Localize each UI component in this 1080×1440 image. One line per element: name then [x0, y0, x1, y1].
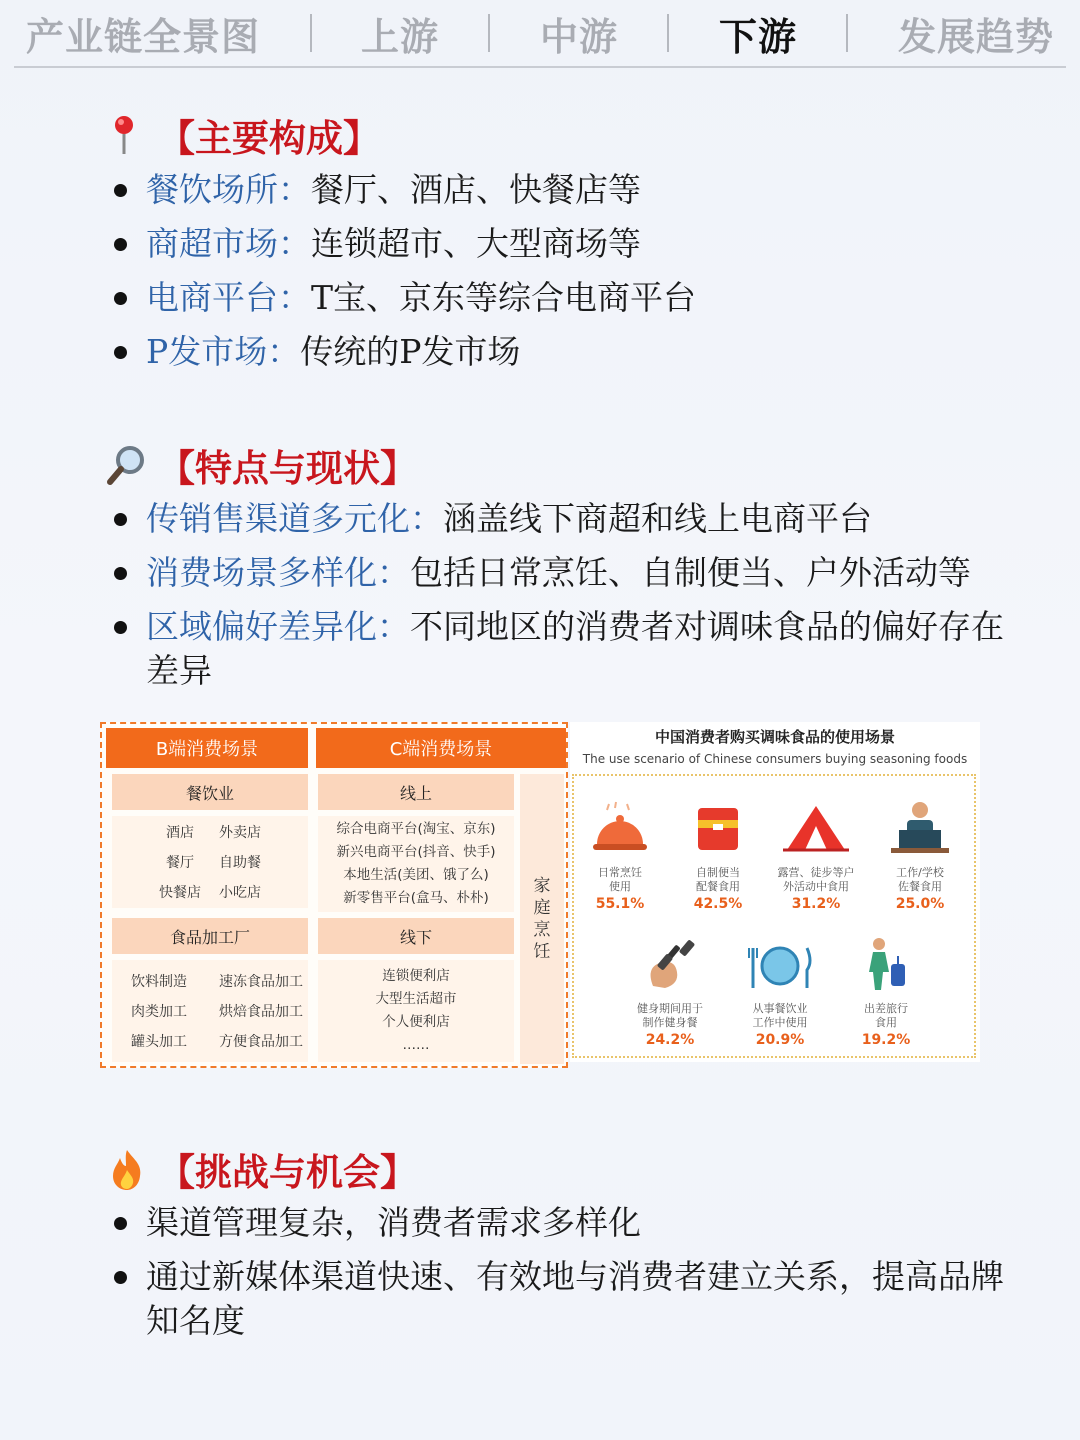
tab-downstream[interactable]: 下游	[718, 13, 797, 59]
usage-scenario-panel	[570, 722, 980, 1062]
usage-item: 工作/学校 佐餐食用 25.0%	[870, 800, 970, 912]
c-section-title: 线上	[318, 774, 514, 810]
consumption-infographic	[100, 722, 980, 1070]
home-cooking-char: 家	[533, 876, 551, 896]
b-section-title: 食品加工厂	[112, 918, 308, 954]
list-item: 通过新媒体渠道快速、有效地与消费者建立关系，提高品牌知名度	[110, 1255, 1010, 1343]
list-item: 渠道管理复杂，消费者需求多样化	[110, 1201, 1010, 1245]
tab-trends[interactable]: 发展趋势	[897, 13, 1054, 59]
traveler-icon	[851, 936, 921, 998]
worker-laptop-icon	[885, 800, 955, 862]
c-section-title: 线下	[318, 918, 514, 954]
c-side-header: C端消费场景	[316, 728, 566, 768]
features-list	[110, 497, 1010, 703]
list-item: P发市场：传统的P发市场	[110, 330, 1010, 374]
fire-icon	[104, 1146, 150, 1192]
challenges-title: 【挑战与机会】	[158, 1150, 417, 1194]
b-section-title: 餐饮业	[112, 774, 308, 810]
list-item: 传销售渠道多元化：涵盖线下商超和线上电商平台	[110, 497, 1010, 541]
b-side-header: B端消费场景	[106, 728, 308, 768]
challenges-heading	[104, 1142, 417, 1196]
tab-divider	[846, 14, 848, 52]
usage-item: 日常烹饪 使用 55.1%	[570, 800, 670, 912]
composition-title: 【主要构成】	[158, 116, 380, 160]
tab-divider	[667, 14, 669, 52]
pushpin-icon	[104, 112, 150, 158]
list-item: 区域偏好差异化：不同地区的消费者对调味食品的偏好存在差异	[110, 605, 1010, 693]
home-cooking-char: 庭	[533, 898, 551, 918]
tab-divider	[310, 14, 312, 52]
home-cooking-char: 烹	[533, 920, 551, 940]
list-item: 商超市场：连锁超市、大型商场等	[110, 222, 1010, 266]
list-item: 电商平台：T宝、京东等综合电商平台	[110, 276, 1010, 320]
usage-item: 自制便当 配餐食用 42.5%	[668, 800, 768, 912]
usage-item: 出差旅行 食用 19.2%	[836, 936, 936, 1048]
tab-midstream[interactable]: 中游	[539, 13, 618, 59]
home-cooking-label	[520, 774, 564, 1064]
challenges-list	[110, 1201, 1010, 1353]
magnifier-icon	[104, 442, 150, 488]
c-section-body: 连锁便利店 大型生活超市 个人便利店 ……	[318, 960, 514, 1062]
cloche-icon	[585, 800, 655, 862]
usage-item: 从事餐饮业 工作中使用 20.9%	[730, 936, 830, 1048]
features-title: 【特点与现状】	[158, 446, 417, 490]
list-item: 消费场景多样化：包括日常烹饪、自制便当、户外活动等	[110, 551, 1010, 595]
tab-upstream[interactable]: 上游	[360, 13, 439, 59]
b-section-body: 饮料制造 速冻食品加工 肉类加工 烘焙食品加工 罐头加工 方便食品加工	[112, 960, 308, 1062]
composition-list	[110, 168, 1010, 384]
usage-subtitle: The use scenario of Chinese consumers buying seasoning foods	[582, 752, 968, 766]
tab-divider	[488, 14, 490, 52]
list-item: 餐饮场所：餐厅、酒店、快餐店等	[110, 168, 1010, 212]
lunchbox-icon	[683, 800, 753, 862]
usage-item: 露营、徒步等户 外活动中食用 31.2%	[766, 800, 866, 912]
plate-cutlery-icon	[745, 936, 815, 998]
tab-bar	[14, 0, 1066, 68]
usage-item: 健身期间用于 制作健身餐 24.2%	[620, 936, 720, 1048]
tab-panorama[interactable]: 产业链全景图	[26, 13, 261, 59]
tent-icon	[781, 800, 851, 862]
dumbbell-arm-icon	[635, 936, 705, 998]
b-section-body: 酒店 外卖店 餐厅 自助餐 快餐店 小吃店	[112, 816, 308, 908]
consumption-scenario-table	[100, 722, 568, 1068]
composition-heading	[104, 108, 380, 162]
usage-title: 中国消费者购买调味食品的使用场景	[654, 728, 895, 746]
home-cooking-char: 饪	[533, 942, 551, 962]
c-section-body: 综合电商平台(淘宝、京东) 新兴电商平台(抖音、快手) 本地生活(美团、饿了么) 新零售平台(盒马、朴朴)	[318, 816, 514, 912]
features-heading	[104, 438, 417, 492]
